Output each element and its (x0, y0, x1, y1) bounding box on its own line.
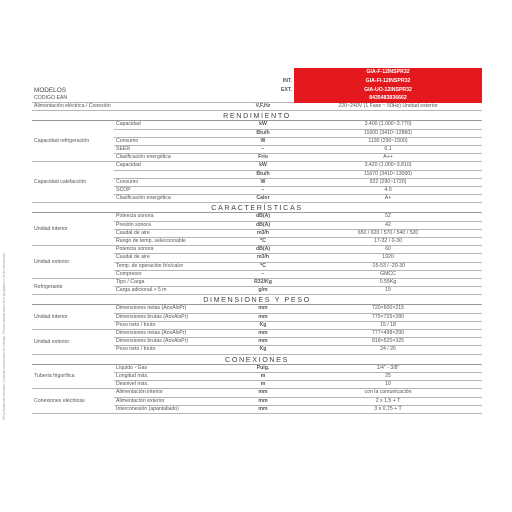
param-label: Dimensiones netas (AnxAlxPr) (114, 330, 232, 338)
param-label: Consumo (114, 137, 232, 145)
group-label: Capacidad calefacción (32, 162, 114, 203)
group-label: Unidad interior (32, 213, 114, 246)
unit-cell: dB(A) (232, 221, 294, 229)
unit-cell: Pulg. (232, 364, 294, 372)
param-label: Potencia sonora (114, 213, 232, 221)
param-label: Carga adicional > 5 m (114, 287, 232, 295)
param-label: Capacidad (114, 162, 232, 170)
group-label: Unidad exterior (32, 330, 114, 355)
model-ext-cell: GIA-UO-12INSPR32 (294, 86, 482, 95)
param-label: Dimensiones netas (AnxAlxPr) (114, 305, 232, 313)
param-label: Caudal de aire (114, 229, 232, 237)
group-label: Unidad interior (32, 305, 114, 330)
unit-cell: m3/h (232, 254, 294, 262)
unit-cell: m3/h (232, 229, 294, 237)
param-label (114, 129, 232, 137)
unit-cell: Calor (232, 195, 294, 203)
power-label: Alimentación eléctrica / Conexión (32, 103, 232, 111)
value-cell: 3.420 (1.000~3.810) (294, 162, 482, 170)
param-label: SCOP (114, 187, 232, 195)
param-label: Peso neto / bruto (114, 321, 232, 329)
param-label (114, 170, 232, 178)
param-label: Potencia sonora (114, 246, 232, 254)
power-row (32, 103, 482, 111)
value-cell: 52 (294, 213, 482, 221)
value-cell: 15 (294, 287, 482, 295)
group-label: Refrigerante (32, 279, 114, 295)
unit-cell: Kg (232, 346, 294, 354)
param-label: Líquido - Gas (114, 364, 232, 372)
param-label: Tipo / Carga (114, 279, 232, 287)
unit-cell: – (232, 187, 294, 195)
param-label: Peso neto / bruto (114, 346, 232, 354)
group-label: Unidad exterior (32, 246, 114, 279)
unit-cell: mm (232, 397, 294, 405)
unit-cell: mm (232, 389, 294, 397)
value-cell: 0.55Kg (294, 279, 482, 287)
param-label: Desnivel máx. (114, 381, 232, 389)
unit-cell: R32/Kg (232, 279, 294, 287)
unit-cell: m (232, 372, 294, 380)
value-cell: 818×520×325 (294, 338, 482, 346)
value-cell: 24 / 26 (294, 346, 482, 354)
unit-cell: ºC (232, 238, 294, 246)
spec-table (32, 68, 482, 414)
power-value: 220~240V (1 Fase ~ 50Hz) Unidad exterior (294, 103, 482, 111)
section-header (32, 111, 482, 121)
param-label: Caudal de aire (114, 254, 232, 262)
value-cell: 1920 (294, 254, 482, 262)
param-label: Dimensiones brutas (AnxAlxPr) (114, 338, 232, 346)
value-cell: A++ (294, 154, 482, 162)
section-title: CARACTERÍSTICAS (32, 203, 482, 213)
unit-cell: m (232, 381, 294, 389)
param-label: Clasificación energética (114, 195, 232, 203)
spec-row (32, 364, 482, 372)
unit-cell: kW (232, 121, 294, 129)
side-note (2, 160, 10, 420)
unit-cell: W (232, 137, 294, 145)
value-cell: 42 (294, 221, 482, 229)
value-cell: 10 (294, 381, 482, 389)
param-label: Interconexión (apantallado) (114, 405, 232, 413)
value-cell: 11670 (3410~13000) (294, 170, 482, 178)
unit-cell: mm (232, 405, 294, 413)
group-label: Tubería frigorífica (32, 364, 114, 389)
ean-row (32, 95, 482, 103)
value-cell: 650 / 620 / 570 / 540 / 520 (294, 229, 482, 237)
spec-row (32, 246, 482, 254)
spec-row (32, 279, 482, 287)
value-cell: GMCC (294, 270, 482, 278)
param-label: Capacidad (114, 121, 232, 129)
value-cell: 922 (290~1720) (294, 178, 482, 186)
section-title: RENDIMIENTO (32, 111, 482, 121)
section-title: CONEXIONES (32, 354, 482, 364)
value-cell: 2 x 1,5 + T (294, 397, 482, 405)
param-label: Rango de temp. seleccionable (114, 238, 232, 246)
ean-label: CÓDIGO EAN (32, 95, 294, 103)
spec-row (32, 162, 482, 170)
model-set-cell: GIA-F-12INSPR32 (294, 68, 482, 77)
int-label: INT. (282, 78, 292, 84)
unit-cell: dB(A) (232, 213, 294, 221)
value-cell: 11600 (3410~12860) (294, 129, 482, 137)
model-int-cell: GIA-FI-12INSPR32 (294, 77, 482, 86)
section-header (32, 203, 482, 213)
value-cell: 25 (294, 372, 482, 380)
group-label: Conexiones eléctricas (32, 389, 114, 414)
unit-cell: kW (232, 162, 294, 170)
unit-cell: – (232, 270, 294, 278)
spec-row (32, 330, 482, 338)
value-cell: 17-32 / 0-30 (294, 238, 482, 246)
value-cell: con la comunicación (294, 389, 482, 397)
unit-cell: Btu/h (232, 129, 294, 137)
value-cell: 4.0 (294, 187, 482, 195)
header-row-int (32, 77, 482, 86)
unit-cell: Kg (232, 321, 294, 329)
param-label: Presión sonora (114, 221, 232, 229)
param-label: Consumo (114, 178, 232, 186)
value-cell: 6.1 (294, 146, 482, 154)
param-label: Dimensiones brutas (AnxAlxPr) (114, 313, 232, 321)
ean-value: 8435483836662 (294, 95, 482, 103)
group-label: Capacidad refrigeración (32, 121, 114, 162)
param-label: Alimentación exterior (114, 397, 232, 405)
param-label: Clasificación energética (114, 154, 232, 162)
value-cell: 1130 (290~1500) (294, 137, 482, 145)
param-label: Compresor (114, 270, 232, 278)
section-title: DIMENSIONES Y PESO (32, 295, 482, 305)
param-label: Longitud máx. (114, 372, 232, 380)
value-cell: 777×498×290 (294, 330, 482, 338)
unit-cell: g/m (232, 287, 294, 295)
spec-row (32, 305, 482, 313)
section-header (32, 354, 482, 364)
value-cell: 3.400 (1.000~3.770) (294, 121, 482, 129)
param-label: Alimentación interior (114, 389, 232, 397)
unit-cell: mm (232, 313, 294, 321)
value-cell: -15-53 / -20-30 (294, 262, 482, 270)
unit-cell: ºC (232, 262, 294, 270)
value-cell: 1/4" - 3/8" (294, 364, 482, 372)
side-note-text: IVA y transporte incluidos. Consulte condiciones de entrega. Precios válidos salvo error tipográfico o fin de existencias. (2, 252, 6, 420)
value-cell: 60 (294, 246, 482, 254)
header-row-ext (32, 86, 482, 95)
unit-cell: mm (232, 338, 294, 346)
value-cell: 3 x 0,75 + T (294, 405, 482, 413)
unit-cell: Btu/h (232, 170, 294, 178)
unit-cell: Frío (232, 154, 294, 162)
value-cell: 720×600×215 (294, 305, 482, 313)
ext-label: EXT. (281, 87, 292, 93)
spec-row (32, 389, 482, 397)
spec-row (32, 121, 482, 129)
param-label: SEER (114, 146, 232, 154)
param-label: Temp. de operación frío/calor (114, 262, 232, 270)
unit-cell: mm (232, 305, 294, 313)
section-header (32, 295, 482, 305)
unit-cell: W (232, 178, 294, 186)
header-row-set (32, 68, 482, 77)
spec-row (32, 213, 482, 221)
power-unit: V,F,Hz (232, 103, 294, 111)
unit-cell: – (232, 146, 294, 154)
value-cell: A+ (294, 195, 482, 203)
unit-cell: mm (232, 330, 294, 338)
models-title: MODELOS (34, 87, 66, 94)
value-cell: 15 / 18 (294, 321, 482, 329)
value-cell: 775×725×280 (294, 313, 482, 321)
unit-cell: dB(A) (232, 246, 294, 254)
